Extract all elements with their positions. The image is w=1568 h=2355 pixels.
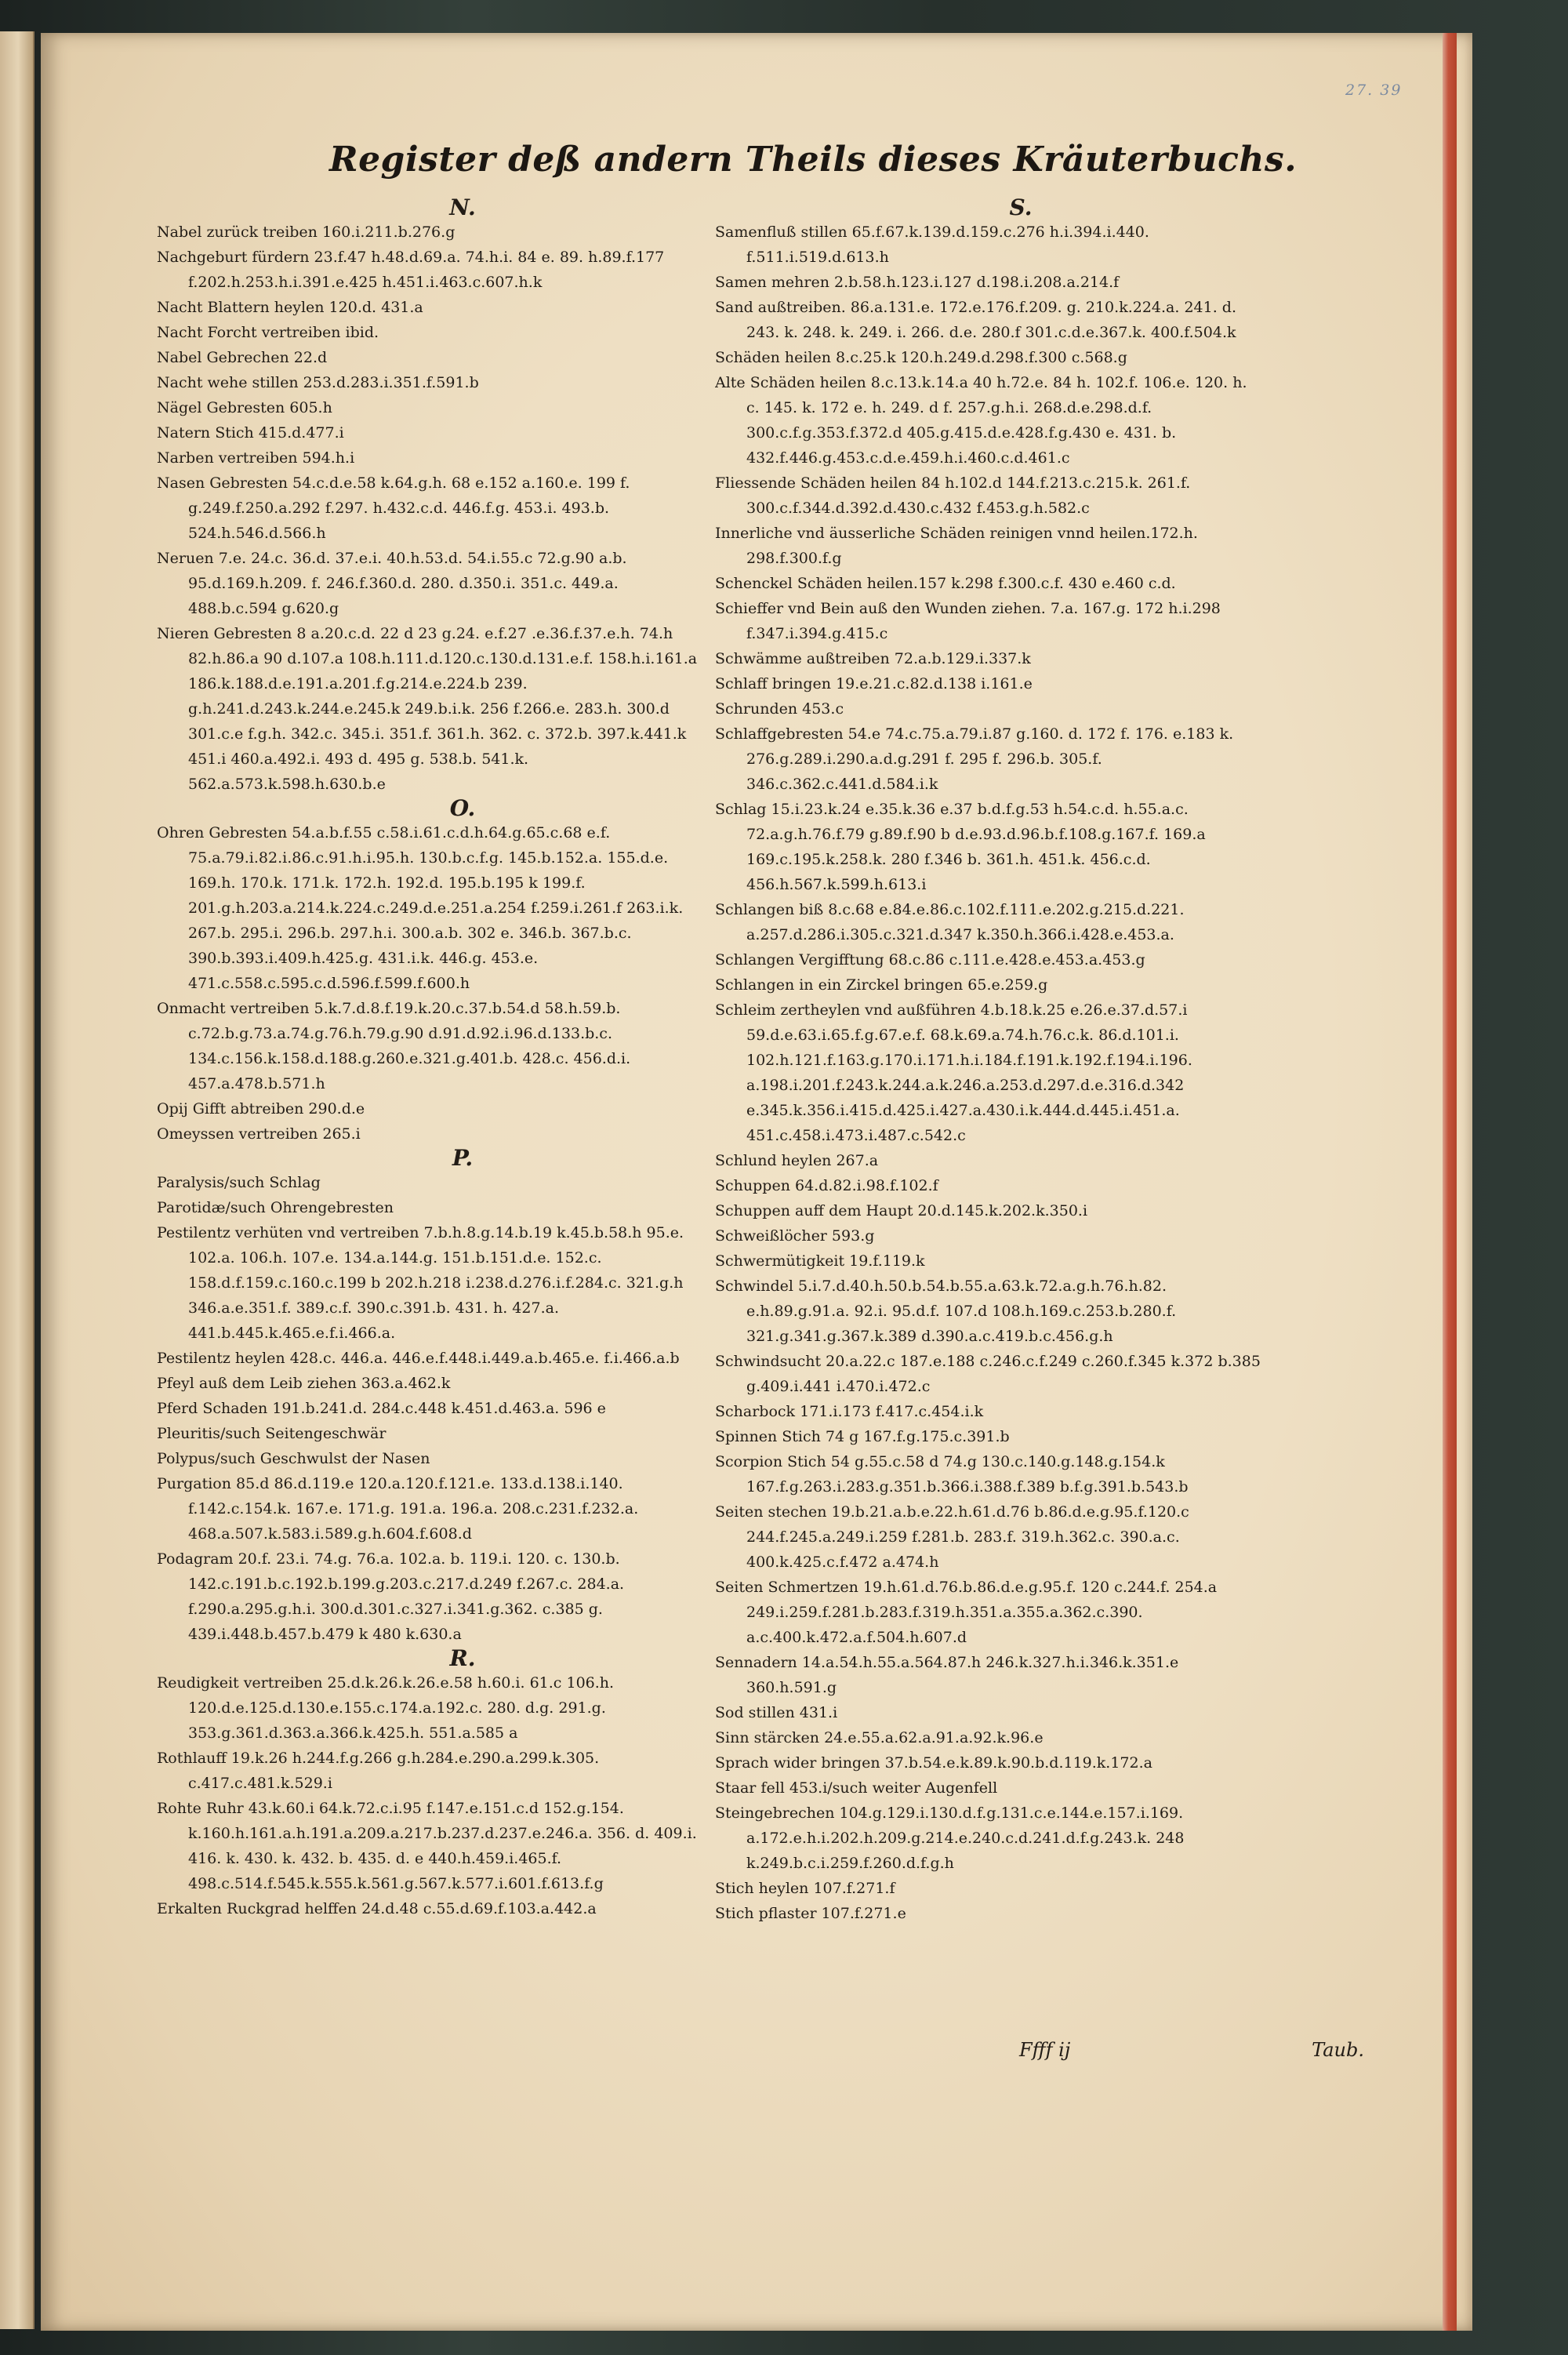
index-entry: Nachgeburt fürdern 23.f.47 h.48.d.69.a. 74.h.i. 84 e. 89. h.89.f.177 f.202.h.253.h.i.391.e.425 h.451.i.463.c.607.h.k [157, 249, 665, 291]
signature-mark: Ffff ij [1019, 2039, 1071, 2061]
index-entry: Nägel Gebresten 605.h [157, 399, 332, 416]
page-title: Register deß andern Theils dieses Kräuterbuchs. [329, 140, 1298, 180]
index-entry: Pferd Schaden 191.b.241.d. 284.c.448 k.451.d.463.a. 596 e [157, 1400, 606, 1417]
right-index-column [715, 196, 1264, 1926]
index-entry: Samenfluß stillen 65.f.67.k.139.d.159.c.276 h.i.394.i.440. f.511.i.519.d.613.h [715, 224, 1149, 266]
index-entry: Samen mehren 2.b.58.h.123.i.127 d.198.i.208.a.214.f [715, 274, 1120, 291]
index-entry: Polypus/such Geschwulst der Nasen [157, 1450, 430, 1467]
index-entry: Schlund heylen 267.a [715, 1152, 879, 1169]
index-entry: Schwämme außtreiben 72.a.b.129.i.337.k [715, 650, 1031, 667]
catchword: Taub. [1312, 2039, 1364, 2061]
index-entry: Sennadern 14.a.54.h.55.a.564.87.h 246.k.327.h.i.346.k.351.e 360.h.591.g [715, 1654, 1179, 1696]
index-entry: Scorpion Stich 54 g.55.c.58 d 74.g 130.c.140.g.148.g.154.k 167.f.g.263.i.283.g.351.b.366.i.388.f.389 b.f.g.391.b.543.b [715, 1453, 1189, 1495]
index-entry: Nasen Gebresten 54.c.d.e.58 k.64.g.h. 68 e.152 a.160.e. 199 f. g.249.f.250.a.292 f.297. h.432.c.d. 446.f.g. 453.i. 493.b. 524.h.546.d.566.h [157, 474, 630, 542]
index-entry: Opij Gifft abtreiben 290.d.e [157, 1100, 365, 1118]
index-entry: Schlaffgebresten 54.e 74.c.75.a.79.i.87 g.160. d. 172 f. 176. e.183 k. 276.g.289.i.290.a.d.g.291 f. 295 f. 296.b. 305.f. 346.c.362.c.441.d.584.i.k [715, 725, 1234, 793]
index-entry: Nacht wehe stillen 253.d.283.i.351.f.591.b [157, 374, 479, 391]
section-letter: O. [449, 795, 476, 821]
index-entry: Stich heylen 107.f.271.f [715, 1880, 895, 1897]
index-entry: Seiten stechen 19.b.21.a.b.e.22.h.61.d.76 b.86.d.e.g.95.f.120.c 244.f.245.a.249.i.259 f.281.b. 283.f. 319.h.362.c. 390.a.c. 400.k.425.c.f.472 a.474.h [715, 1503, 1189, 1571]
index-entry: Schlangen Vergifftung 68.c.86 c.111.e.428.e.453.a.453.g [715, 951, 1145, 969]
index-entry: Nacht Blattern heylen 120.d. 431.a [157, 299, 423, 316]
index-entry: Pfeyl auß dem Leib ziehen 363.a.462.k [157, 1375, 451, 1392]
section-letter: N. [449, 194, 476, 220]
index-entry: Nabel Gebrechen 22.d [157, 349, 328, 366]
index-entry: Sand außtreiben. 86.a.131.e. 172.e.176.f.209. g. 210.k.224.a. 241. d. 243. k. 248. k. 249. i. 266. d.e. 280.f 301.c.d.e.367.k. 400.f.504.k [715, 299, 1236, 341]
index-entry: Sinn stärcken 24.e.55.a.62.a.91.a.92.k.96.e [715, 1729, 1044, 1746]
index-entry: Sprach wider bringen 37.b.54.e.k.89.k.90.b.d.119.k.172.a [715, 1754, 1152, 1772]
section-letter: S. [1009, 194, 1033, 220]
index-entry: Purgation 85.d 86.d.119.e 120.a.120.f.121.e. 133.d.138.i.140. f.142.c.154.k. 167.e. 171.g. 191.a. 196.a. 208.c.231.f.232.a. 468.a.507.k.583.i.589.g.h.604.f.608.d [157, 1475, 639, 1543]
index-entry: Parotidæ/such Ohrengebresten [157, 1199, 394, 1216]
index-entry: Reudigkeit vertreiben 25.d.k.26.k.26.e.58 h.60.i. 61.c 106.h. 120.d.e.125.d.130.e.155.c.174.a.192.c. 280. d.g. 291.g. 353.g.361.d.363.a.366.k.425.h. 551.a.585 a [157, 1674, 615, 1742]
index-entry: Spinnen Stich 74 g 167.f.g.175.c.391.b [715, 1428, 1010, 1445]
index-entry: Rothlauff 19.k.26 h.244.f.g.266 g.h.284.e.290.a.299.k.305. c.417.c.481.k.529.i [157, 1750, 600, 1792]
index-entry: Innerliche vnd äusserliche Schäden reinigen vnnd heilen.172.h. 298.f.300.f.g [715, 525, 1198, 567]
facing-page-edge [0, 31, 34, 2329]
index-entry: Omeyssen vertreiben 265.i [157, 1125, 361, 1143]
index-entry: Pestilentz verhüten vnd vertreiben 7.b.h.8.g.14.b.19 k.45.b.58.h 95.e. 102.a. 106.h. 107.e. 134.a.144.g. 151.b.151.d.e. 152.c. 158.d.f.159.c.160.c.199 b 202.h.218 i.238.d.276.i.f.284.c. 321.g.h 346.a.e.351.f. 389.c.f. 390.c.391.b. 431. h. 427.a. 441.b.445.k.465.e.f.i.466.a. [157, 1224, 684, 1342]
index-entry: Schieffer vnd Bein auß den Wunden ziehen. 7.a. 167.g. 172 h.i.298 f.347.i.394.g.415.c [715, 600, 1221, 642]
index-entry: Erkalten Ruckgrad helffen 24.d.48 c.55.d.69.f.103.a.442.a [157, 1900, 597, 1917]
pencil-folio-note: 27. 39 [1345, 82, 1403, 99]
index-entry: Seiten Schmertzen 19.h.61.d.76.b.86.d.e.g.95.f. 120 c.244.f. 254.a 249.i.259.f.281.b.283.f.319.h.351.a.355.a.362.c.390. a.c.400.k.472.a.f.504.h.607.d [715, 1579, 1218, 1646]
index-entry: Schlag 15.i.23.k.24 e.35.k.36 e.37 b.d.f.g.53 h.54.c.d. h.55.a.c. 72.a.g.h.76.f.79 g.89.f.90 b d.e.93.d.96.b.f.108.g.167.f. 169.a 169.c.195.k.258.k. 280 f.346 b. 361.h. 451.k. 456.c.d. 456.h.567.k.599.h.613.i [715, 801, 1206, 893]
index-entry: Natern Stich 415.d.477.i [157, 424, 344, 442]
index-entry: Nieren Gebresten 8 a.20.c.d. 22 d 23 g.24. e.f.27 .e.36.f.37.e.h. 74.h 82.h.86.a 90 d.107.a 108.h.111.d.120.c.130.d.131.e.f. 158.h.i.161.a 186.k.188.d.e.191.a.201.f.g.214.e.224.b 239. g.h.241.d.243.k.244.e.245.k 249.b.i.k. 256 f.266.e. 283.h. 300.d 301.c.e f.g.h. 342.c. 345.i. 351.f. 361.h. 362. c. 372.b. 397.k.441.k 451.i 460.a.492.i. 493 d. 495 g. 538.b. 541.k. 562.a.573.k.598.h.630.b.e [157, 625, 698, 793]
index-entry: Schlangen biß 8.c.68 e.84.e.86.c.102.f.111.e.202.g.215.d.221. a.257.d.286.i.305.c.321.d.347 k.350.h.366.i.428.e.453.a. [715, 901, 1185, 943]
left-index-column [157, 196, 706, 1921]
index-entry: Pleuritis/such Seitengeschwär [157, 1425, 387, 1442]
index-entry: Schwindsucht 20.a.22.c 187.e.188 c.246.c.f.249 c.260.f.345 k.372 b.385 g.409.i.441 i.470.i.472.c [715, 1353, 1261, 1395]
index-entry: Schlaff bringen 19.e.21.c.82.d.138 i.161.e [715, 675, 1033, 692]
index-entry: Schwermütigkeit 19.f.119.k [715, 1252, 925, 1270]
index-entry: Narben vertreiben 594.h.i [157, 449, 355, 467]
index-entry: Fliessende Schäden heilen 84 h.102.d 144.f.213.c.215.k. 261.f. 300.c.f.344.d.392.d.430.c.432 f.453.g.h.582.c [715, 474, 1191, 517]
index-entry: Schrunden 453.c [715, 700, 844, 718]
index-entry: Schweißlöcher 593.g [715, 1227, 875, 1245]
index-entry: Rohte Ruhr 43.k.60.i 64.k.72.c.i.95 f.147.e.151.c.d 152.g.154. k.160.h.161.a.h.191.a.209.a.217.b.237.d.237.e.246.a. 356. d. 409.i. 416. k. 430. k. 432. b. 435. d. e 440.h.459.i.465.f. 498.c.514.f.545.k.555.k.561.g.567.k.577.i.601.f.613.f.g [157, 1800, 697, 1892]
index-entry: Schlangen in ein Zirckel bringen 65.e.259.g [715, 976, 1048, 994]
index-entry: Schenckel Schäden heilen.157 k.298 f.300.c.f. 430 e.460 c.d. [715, 575, 1176, 592]
index-entry: Scharbock 171.i.173 f.417.c.454.i.k [715, 1403, 984, 1420]
red-page-edge [1443, 33, 1457, 2331]
index-entry: Schuppen 64.d.82.i.98.f.102.f [715, 1177, 938, 1194]
index-entry: Sod stillen 431.i [715, 1704, 838, 1721]
index-entry: Schäden heilen 8.c.25.k 120.h.249.d.298.f.300 c.568.g [715, 349, 1127, 366]
section-letter: R. [449, 1645, 476, 1671]
index-entry: Steingebrechen 104.g.129.i.130.d.f.g.131.c.e.144.e.157.i.169. a.172.e.h.i.202.h.209.g.214.e.240.c.d.241.d.f.g.243.k. 248 k.249.b.c.i.259.f.260.d.f.g.h [715, 1804, 1185, 1872]
index-entry: Podagram 20.f. 23.i. 74.g. 76.a. 102.a. b. 119.i. 120. c. 130.b. 142.c.191.b.c.192.b.199.g.203.c.217.d.249 f.267.c. 284.a. f.290.a.295.g.h.i. 300.d.301.c.327.i.341.g.362. c.385 g. 439.i.448.b.457.b.479 k 480 k.630.a [157, 1550, 625, 1643]
index-entry: Paralysis/such Schlag [157, 1174, 321, 1191]
index-entry: Schwindel 5.i.7.d.40.h.50.b.54.b.55.a.63.k.72.a.g.h.76.h.82. e.h.89.g.91.a. 92.i. 95.d.f. 107.d 108.h.169.c.253.b.280.f. 321.g.341.g.367.k.389 d.390.a.c.419.b.c.456.g.h [715, 1277, 1177, 1345]
index-entry: Ohren Gebresten 54.a.b.f.55 c.58.i.61.c.d.h.64.g.65.c.68 e.f. 75.a.79.i.82.i.86.c.91.h.i.95.h. 130.b.c.f.g. 145.b.152.a. 155.d.e. 169.h. 170.k. 171.k. 172.h. 192.d. 195.b.195 k 199.f. 201.g.h.203.a.214.k.224.c.249.d.e.251.a.254 f.259.i.261.f 263.i.k. 267.b. 295.i. 296.b. 297.h.i. 300.a.b. 302 e. 346.b. 367.b.c. 390.b.393.i.409.h.425.g. 431.i.k. 446.g. 453.e. 471.c.558.c.595.c.d.596.f.599.f.600.h [157, 824, 684, 992]
index-entry: Nacht Forcht vertreiben ibid. [157, 324, 379, 341]
index-entry: Stich pflaster 107.f.271.e [715, 1905, 906, 1922]
index-entry: Schuppen auff dem Haupt 20.d.145.k.202.k.350.i [715, 1202, 1088, 1219]
section-letter: P. [452, 1145, 474, 1171]
index-entry: Nabel zurück treiben 160.i.211.b.276.g [157, 224, 456, 241]
index-entry: Neruen 7.e. 24.c. 36.d. 37.e.i. 40.h.53.d. 54.i.55.c 72.g.90 a.b. 95.d.169.h.209. f. 246.f.360.d. 280. d.350.i. 351.c. 449.a. 488.b.c.594 g.620.g [157, 550, 627, 617]
index-entry: Onmacht vertreiben 5.k.7.d.8.f.19.k.20.c.37.b.54.d 58.h.59.b. c.72.b.g.73.a.74.g.76.h.79.g.90 d.91.d.92.i.96.d.133.b.c. 134.c.156.k.158.d.188.g.260.e.321.g.401.b. 428.c. 456.d.i. 457.a.478.b.571.h [157, 1000, 631, 1092]
index-entry: Pestilentz heylen 428.c. 446.a. 446.e.f.448.i.449.a.b.465.e. f.i.466.a.b [157, 1350, 680, 1367]
index-entry: Schleim zertheylen vnd außführen 4.b.18.k.25 e.26.e.37.d.57.i 59.d.e.63.i.65.f.g.67.e.f. 68.k.69.a.74.h.76.c.k. 86.d.101.i. 102.h.121.f.163.g.170.i.171.h.i.184.f.191.k.192.f.194.i.196. a.198.i.201.f.243.k.244.a.k.246.a.253.d.297.d.e.316.d.342 e.345.k.356.i.415.d.425.i.427.a.430.i.k.444.d.445.i.451.a. 451.c.458.i.473.i.487.c.542.c [715, 1001, 1192, 1144]
index-entry: Alte Schäden heilen 8.c.13.k.14.a 40 h.72.e. 84 h. 102.f. 106.e. 120. h. c. 145. k. 172 e. h. 249. d f. 257.g.h.i. 268.d.e.298.d.f. 300.c.f.g.353.f.372.d 405.g.415.d.e.428.f.g.430 e. 431. b. 432.f.446.g.453.c.d.e.459.h.i.460.c.d.461.c [715, 374, 1247, 467]
index-entry: Staar fell 453.i/such weiter Augenfell [715, 1779, 998, 1797]
